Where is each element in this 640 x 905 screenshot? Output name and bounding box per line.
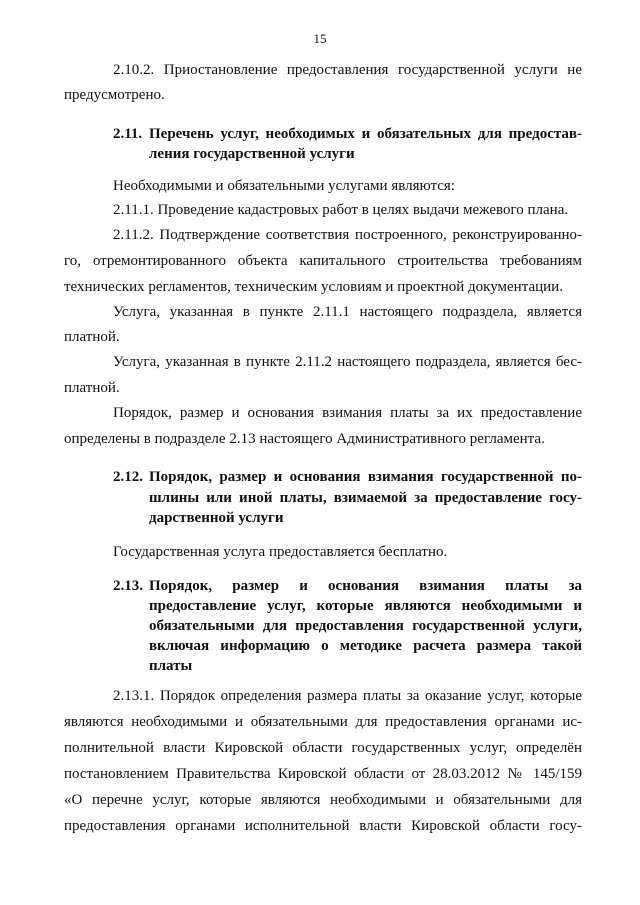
section-2-13-heading-line-3: обязательными для предоставления государственной услуги, bbox=[149, 618, 582, 634]
section-2-13-heading-line-5: платы bbox=[149, 658, 193, 674]
paragraph-2-13-1-line-3: полнительной власти Кировской области государственных услуг, определён bbox=[64, 740, 582, 756]
paragraph-2-13-1-line-5: «О перечне услуг, которые являются необходимыми и обязательными для bbox=[64, 792, 582, 808]
paragraph-order-line-1: Порядок, размер и основания взимания платы за их предоставление bbox=[113, 405, 582, 421]
paragraph-2-11-intro: Необходимыми и обязательными услугами являются: bbox=[113, 178, 455, 194]
page-number: 15 bbox=[313, 31, 327, 46]
paragraph-2-12: Государственная услуга предоставляется бесплатно. bbox=[113, 544, 448, 560]
paragraph-free-line-1: Услуга, указанная в пункте 2.11.2 настоящего подраздела, является бес- bbox=[113, 354, 582, 370]
paragraph-2-13-1-line-4: постановлением Правительства Кировской области от 28.03.2012 № 145/159 bbox=[64, 766, 582, 782]
paragraph-2-11-2-line-1: 2.11.2. Подтверждение соответствия построенного, реконструированно- bbox=[113, 227, 582, 243]
section-2-13-heading-line-1: Порядок, размер и основания взимания платы за bbox=[149, 578, 582, 594]
paragraph-2-10-2-line-2: предусмотрено. bbox=[64, 87, 165, 103]
section-2-11-heading-line-2: ления государственной услуги bbox=[149, 146, 355, 162]
section-2-13-heading-line-4: включая информацию о методике расчета размера такой bbox=[149, 638, 582, 654]
paragraph-2-11-2-line-3: технических регламентов, техническим условиям и проектной документации. bbox=[64, 279, 563, 295]
paragraph-2-11-1: 2.11.1. Проведение кадастровых работ в целях выдачи межевого плана. bbox=[113, 202, 569, 218]
section-2-13-heading-line-2: предоставление услуг, которые являются необходимыми и bbox=[149, 598, 582, 614]
section-2-11-number: 2.11. bbox=[113, 126, 143, 142]
paragraph-2-13-1-line-2: являются необходимыми и обязательными для предоставления органами ис- bbox=[64, 714, 582, 730]
section-2-12-heading-line-2: шлины или иной платы, взимаемой за предоставление госу- bbox=[149, 490, 582, 506]
section-2-12-heading-line-1: Порядок, размер и основания взимания государственной по- bbox=[149, 469, 582, 485]
paragraph-2-11-2-line-2: го, отремонтированного объекта капитального строительства требованиям bbox=[64, 253, 582, 269]
paragraph-paid-line-2: платной. bbox=[64, 329, 120, 345]
paragraph-order-line-2: определены в подразделе 2.13 настоящего Административного регламента. bbox=[64, 431, 545, 447]
paragraph-2-10-2-line-1: 2.10.2. Приостановление предоставления государственной услуги не bbox=[113, 62, 582, 78]
section-2-12-heading-line-3: дарственной услуги bbox=[149, 510, 284, 526]
paragraph-2-13-1-line-1: 2.13.1. Порядок определения размера платы за оказание услуг, которые bbox=[113, 688, 582, 704]
section-2-11-heading-line-1: Перечень услуг, необходимых и обязательных для предостав- bbox=[149, 126, 582, 142]
section-2-13-number: 2.13. bbox=[113, 578, 143, 594]
paragraph-free-line-2: платной. bbox=[64, 380, 120, 396]
section-2-12-number: 2.12. bbox=[113, 469, 143, 485]
paragraph-paid-line-1: Услуга, указанная в пункте 2.11.1 настоящего подраздела, является bbox=[113, 304, 582, 320]
paragraph-2-13-1-line-6: предоставления органами исполнительной власти Кировской области госу- bbox=[64, 818, 582, 834]
